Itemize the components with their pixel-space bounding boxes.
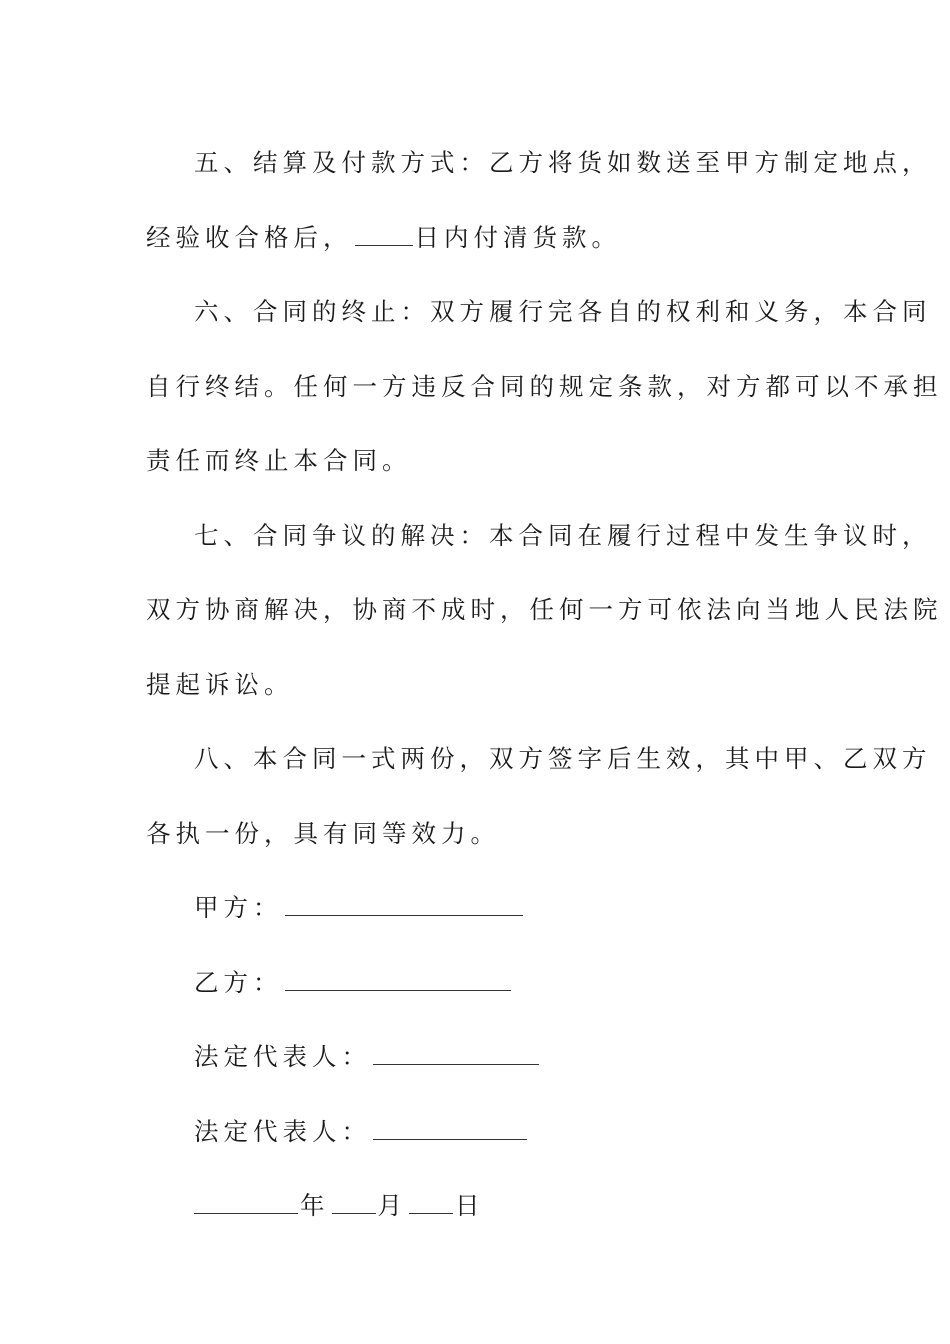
clause-settlement-text-a: 经验收合格后，: [146, 222, 353, 252]
payment-days-blank[interactable]: [355, 223, 413, 246]
clause-copies-line-2: 各执一份，具有同等效力。: [146, 818, 500, 848]
rep-a-signature-blank[interactable]: [373, 1042, 539, 1065]
year-blank[interactable]: [194, 1191, 298, 1214]
clause-termination-line-1: 六、合同的终止：双方履行完各自的权利和义务，本合同: [194, 297, 932, 326]
clause-termination-line-2: 自行终结。任何一方违反合同的规定条款，对方都可以不承担: [146, 371, 943, 401]
party-b-signature-row: [146, 946, 806, 1021]
rep-a-label: 法定代表人：: [194, 1042, 371, 1071]
year-label: 年: [300, 1191, 330, 1220]
rep-b-signature-row: [146, 1095, 806, 1170]
rep-b-label: 法定代表人：: [194, 1116, 371, 1146]
clause-settlement-text-b: 日内付清货款。: [414, 222, 621, 252]
clause-dispute-line-1: 七、合同争议的解决：本合同在履行过程中发生争议时，: [194, 520, 932, 550]
clause-dispute-line-3: 提起诉讼。: [146, 669, 294, 699]
contract-page: [146, 126, 943, 1244]
party-a-label: 甲方：: [194, 893, 283, 922]
party-a-signature-row: [146, 871, 806, 946]
date-row: [146, 1169, 806, 1244]
clause-settlement-line-2: [146, 201, 806, 276]
rep-b-signature-blank[interactable]: [373, 1117, 527, 1140]
party-b-label: 乙方：: [194, 967, 283, 997]
month-label: 月: [377, 1191, 407, 1220]
month-blank[interactable]: [332, 1191, 376, 1214]
party-a-signature-blank[interactable]: [285, 893, 523, 916]
clause-termination-line-3: 责任而终止本合同。: [146, 446, 412, 475]
day-label: 日: [455, 1191, 485, 1220]
rep-a-signature-row: [146, 1020, 806, 1095]
clause-settlement-line-1: 五、结算及付款方式：乙方将货如数送至甲方制定地点，: [194, 148, 932, 177]
party-b-signature-blank[interactable]: [285, 968, 511, 991]
clause-copies-line-1: 八、本合同一式两份，双方签字后生效，其中甲、乙双方: [194, 744, 932, 773]
clause-dispute-line-2: 双方协商解决，协商不成时，任何一方可依法向当地人民法院: [146, 595, 943, 624]
day-blank[interactable]: [409, 1191, 453, 1214]
